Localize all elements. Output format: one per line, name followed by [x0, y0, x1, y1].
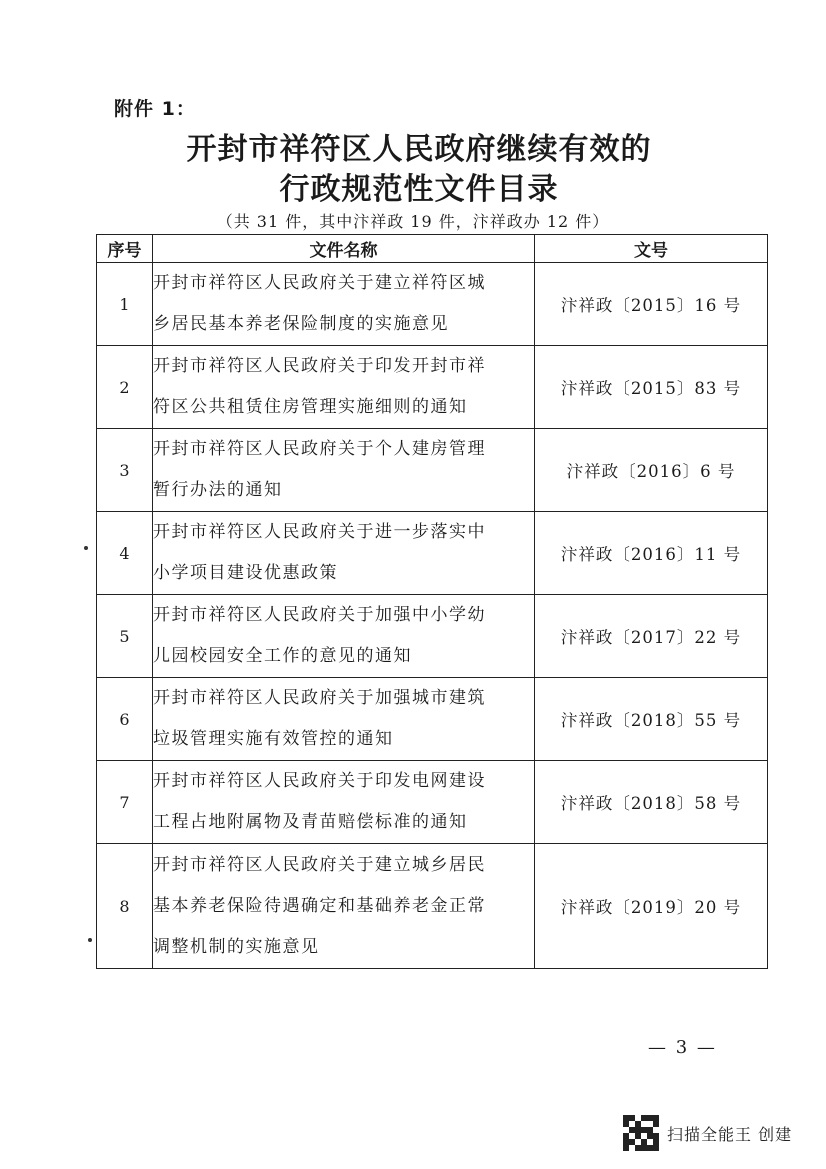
document-subtitle: （共 31 件，其中汴祥政 19 件，汴祥政办 12 件）	[216, 212, 610, 231]
row-doc-no: 汴祥政〔2016〕11 号	[535, 512, 768, 595]
table-row	[97, 429, 768, 512]
table-header-row	[97, 235, 768, 263]
row-doc-no: 汴祥政〔2015〕83 号	[535, 346, 768, 429]
row-doc-no: 汴祥政〔2017〕22 号	[535, 595, 768, 678]
row-name-line: 儿园校园安全工作的意见的通知	[153, 646, 412, 666]
row-seq: 4	[97, 512, 153, 595]
row-name-line: 开封市祥符区人民政府关于加强城市建筑	[153, 688, 486, 708]
row-seq: 6	[97, 678, 153, 761]
row-seq: 1	[97, 263, 153, 346]
row-name-line: 开封市祥符区人民政府关于加强中小学幼	[153, 605, 486, 625]
table-row	[97, 512, 768, 595]
row-name-line: 开封市祥符区人民政府关于进一步落实中	[153, 522, 486, 542]
row-doc-no: 汴祥政〔2018〕58 号	[535, 761, 768, 844]
row-doc-no: 汴祥政〔2018〕55 号	[535, 678, 768, 761]
row-name	[153, 595, 535, 678]
qr-code-icon	[623, 1115, 659, 1151]
scanner-watermark	[623, 1115, 792, 1151]
document-title-line-1: 开封市祥符区人民政府继续有效的	[186, 132, 652, 167]
header-seq: 序号	[97, 235, 153, 263]
row-seq: 7	[97, 761, 153, 844]
table-row	[97, 263, 768, 346]
row-name-line: 开封市祥符区人民政府关于印发开封市祥	[153, 356, 486, 376]
row-name-line: 调整机制的实施意见	[153, 936, 320, 957]
row-name-line: 垃圾管理实施有效管控的通知	[153, 729, 394, 749]
row-name	[153, 844, 535, 969]
row-name	[153, 761, 535, 844]
table-row	[97, 678, 768, 761]
row-name	[153, 429, 535, 512]
row-name	[153, 512, 535, 595]
table-row	[97, 595, 768, 678]
header-name: 文件名称	[153, 235, 535, 263]
row-doc-no: 汴祥政〔2016〕6 号	[535, 429, 768, 512]
scan-speck	[88, 938, 92, 942]
row-name	[153, 346, 535, 429]
document-catalog-table	[96, 234, 768, 969]
table-row	[97, 844, 768, 969]
row-name-line: 开封市祥符区人民政府关于建立祥符区城	[153, 273, 486, 293]
row-name-line: 乡居民基本养老保险制度的实施意见	[153, 314, 449, 334]
row-doc-no: 汴祥政〔2015〕16 号	[535, 263, 768, 346]
scan-speck	[84, 546, 88, 550]
row-name-line: 开封市祥符区人民政府关于建立城乡居民	[153, 854, 486, 875]
row-name-line: 符区公共租赁住房管理实施细则的通知	[153, 397, 468, 417]
row-seq: 8	[97, 844, 153, 969]
attachment-label: 附件 1：	[114, 98, 196, 120]
row-doc-no: 汴祥政〔2019〕20 号	[535, 844, 768, 969]
row-name-line: 工程占地附属物及青苗赔偿标准的通知	[153, 812, 468, 832]
table-row	[97, 761, 768, 844]
row-name-line: 基本养老保险待遇确定和基础养老金正常	[153, 895, 486, 916]
row-name-line: 小学项目建设优惠政策	[153, 563, 338, 583]
row-name	[153, 263, 535, 346]
row-seq: 5	[97, 595, 153, 678]
document-title-line-2: 行政规范性文件目录	[279, 172, 559, 207]
row-name	[153, 678, 535, 761]
row-name-line: 开封市祥符区人民政府关于个人建房管理	[153, 439, 486, 459]
table-row	[97, 346, 768, 429]
row-name-line: 开封市祥符区人民政府关于印发电网建设	[153, 771, 486, 791]
watermark-text: 扫描全能王 创建	[667, 1124, 793, 1144]
header-doc-no: 文号	[535, 235, 768, 263]
page-number: — 3 —	[648, 1037, 717, 1058]
row-seq: 2	[97, 346, 153, 429]
row-seq: 3	[97, 429, 153, 512]
row-name-line: 暂行办法的通知	[153, 480, 283, 500]
